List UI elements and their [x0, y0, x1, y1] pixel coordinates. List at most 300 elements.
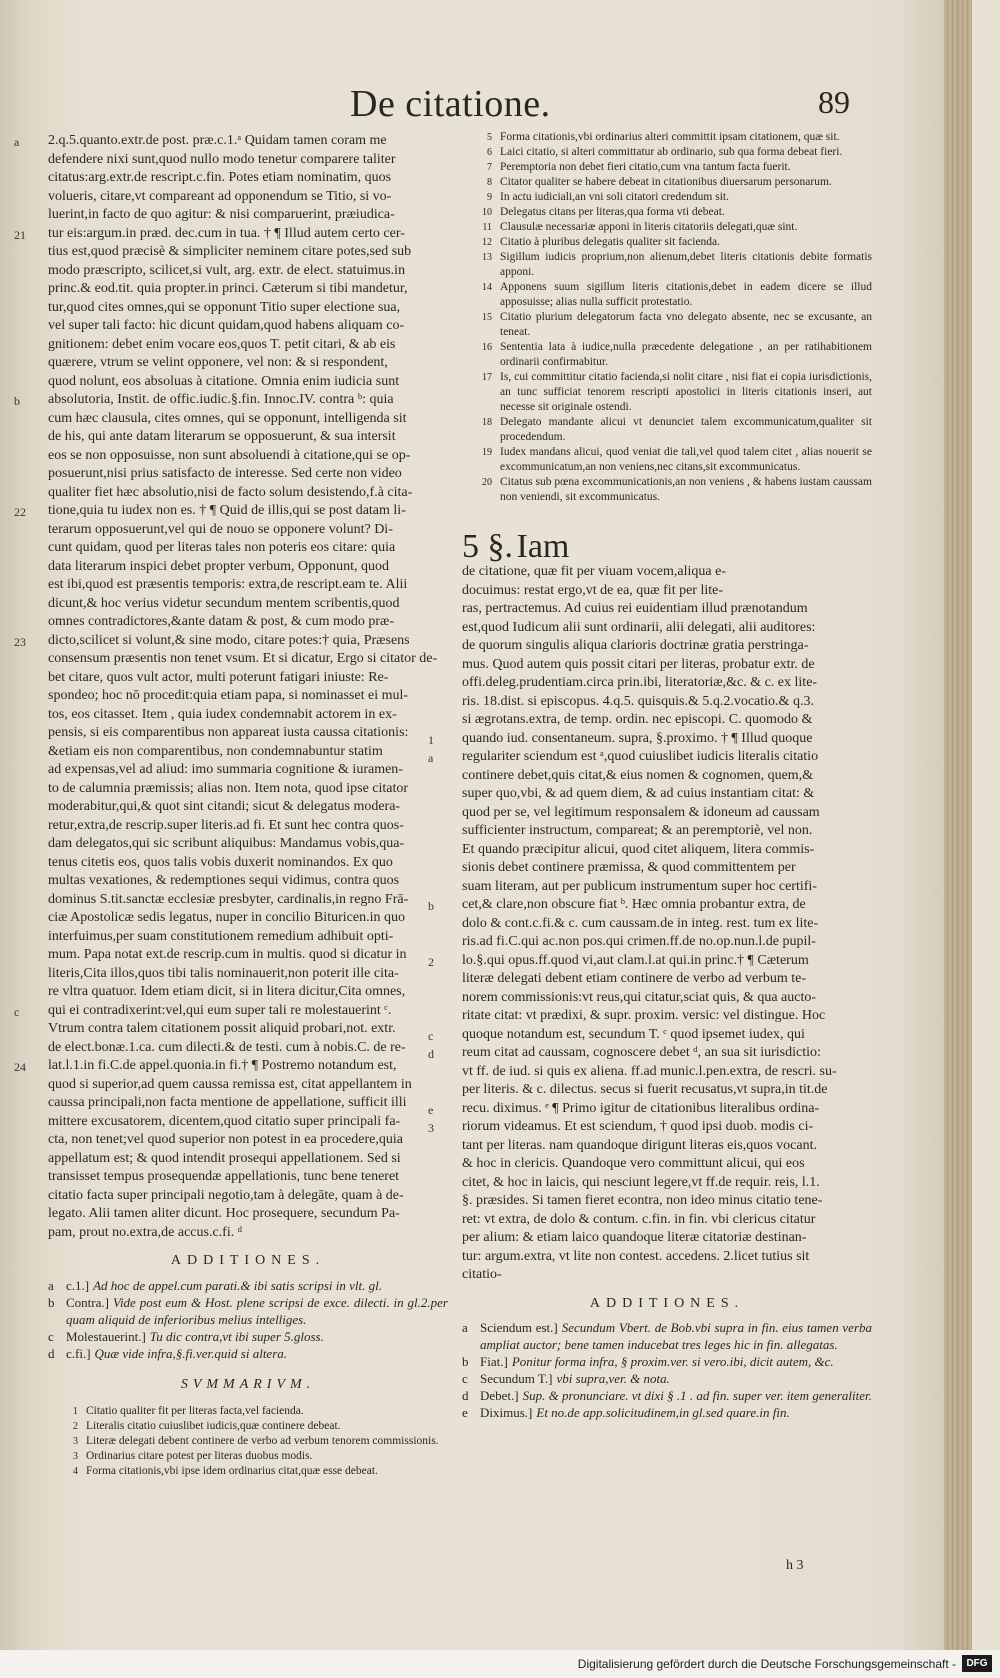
line-text: suam literam, aut per publicum instrumentum super hoc certifi- [462, 878, 817, 894]
text-line [48, 465, 448, 484]
text-line [462, 1155, 872, 1174]
summary-item [48, 1449, 448, 1464]
line-text: regulariter sciendum est ᵃ,quod cuiuslibet iudicis literalis citatio [462, 749, 819, 764]
line-text: recu. diximus. ᵉ ¶ Primo igitur de citationibus literalibus ordina- [462, 1100, 820, 1116]
text-line [462, 1174, 872, 1193]
addition-item [462, 1404, 872, 1421]
text-line [428, 1100, 872, 1119]
line-text: tenus citetis eos, quos talis vobis duxerit nominandos. Ex quo [48, 854, 393, 870]
text-line [48, 1224, 448, 1243]
summary-number: 19 [482, 447, 492, 458]
addition-item [48, 1294, 448, 1328]
line-text: omnes contradictores,&ante datam & post, & cum modo præ- [48, 614, 395, 629]
summary-item [462, 130, 872, 145]
text-line [48, 780, 448, 799]
text-line [48, 1150, 448, 1169]
summary-list-continued [462, 130, 872, 505]
line-text: spondeo; hoc nō procedit:quia etiam papa, si nominasset ei mul- [48, 688, 409, 703]
text-line [48, 280, 448, 299]
line-text: ris. 18.dist. si episcopus. 4.q.5. quisquis.& 5.q.2.vocatio.& q.3. [462, 693, 814, 709]
summary-text: Forma citationis,vbi ordinarius alteri committit ipsam citationem, quæ sit. [500, 131, 840, 143]
summary-number: 10 [482, 207, 492, 218]
addition-letter: a [48, 1277, 54, 1293]
margin-marker: b [14, 394, 20, 408]
text-line [48, 447, 448, 466]
text-line [48, 169, 448, 188]
text-line [14, 132, 448, 151]
summary-text: Literæ delegati debent continere de verbo ad verbum tenorem commissionis. [86, 1435, 439, 1447]
margin-marker: b [428, 899, 434, 913]
running-title: De citatione. [350, 83, 551, 125]
text-line [48, 613, 448, 632]
page-edge [944, 0, 972, 1650]
line-text: reum citat ad caussam, cognoscere debet ᵈ, an sua sit iurisdictio: [462, 1045, 821, 1060]
summary-item [462, 145, 872, 160]
summary-item [48, 1434, 448, 1449]
addition-text: Ad hoc de appel.cum parati.& ibi satis scripsi in vlt. gl. [93, 1277, 382, 1293]
line-text: consensum præsentis non tenet vsum. Et si dicatur, Ergo si citator de- [48, 651, 438, 666]
text-line [462, 693, 872, 712]
line-text: quod si superior,ad quem caussa remissa est, citat appellantem in [48, 1076, 412, 1092]
line-text: est,quod Iudicum alii sunt ordinarii, alii delegati, alii auditores: [462, 619, 816, 635]
addition-lemma: Diximus.] [480, 1405, 533, 1420]
addition-text: vbi supra,ver. & nota. [556, 1371, 670, 1386]
line-text: lat.l.1.in fi.C.de appel.quonia.in fi.† ¶ Postremo notandum est, [48, 1058, 397, 1073]
text-line [48, 909, 448, 928]
line-text: quando iud. consentaneum. supra, §.proximo. † ¶ Illud quoque [462, 730, 813, 746]
addition-item [48, 1328, 448, 1345]
text-line [428, 748, 872, 767]
summary-number: 11 [482, 222, 492, 233]
text-line [48, 946, 448, 965]
line-text: pensis, si eis comparentibus non appareat iusta caussa citationis: [48, 725, 409, 740]
margin-marker: e [428, 1102, 434, 1117]
summary-item [462, 190, 872, 205]
addition-letter: a [462, 1320, 468, 1335]
text-line [48, 354, 448, 373]
text-line [48, 706, 448, 725]
text-line [462, 970, 872, 989]
line-text: de citatione, quæ fit per viuam vocem,aliqua e- [462, 564, 726, 579]
margin-marker: a [428, 751, 434, 765]
line-text: literæ delegati debent etiam continere de verbo ad verbum te- [462, 971, 807, 986]
text-line [48, 983, 448, 1002]
text-line [48, 428, 448, 447]
summary-text: Peremptoria non debet fieri citatio,cum vna tantum facta fuerit. [500, 161, 791, 173]
summary-item [462, 235, 872, 250]
summary-number: 20 [482, 477, 492, 488]
summary-text: Apponens suum sigillum literis citationis,debet in eadem dicere se illud apposuisse; alias nulla sufficit protestatio. [500, 281, 872, 308]
margin-marker: 23 [14, 634, 26, 649]
summary-item [462, 445, 872, 475]
text-line [14, 632, 448, 651]
summary-number: 13 [482, 252, 492, 263]
addition-lemma: Sciendum est.] [480, 1320, 558, 1335]
summary-item [48, 1419, 448, 1434]
section-start [462, 528, 872, 565]
line-text: terarum opposuerunt,vel qui de nouo se opponere volunt? Di- [48, 521, 393, 537]
text-line [428, 730, 872, 749]
text-line [462, 989, 872, 1008]
addition-letter: d [462, 1388, 469, 1403]
summary-number: 5 [487, 132, 492, 143]
line-text: dicunt,& hoc verius videtur secundum mentem scribentis,quod [48, 595, 400, 611]
summary-title: SVMMARIVM. [180, 1376, 316, 1392]
line-text: per alium: & etiam laico quandoque literæ citatoriæ destinan- [462, 1230, 807, 1245]
summary-item [462, 475, 872, 505]
line-text: literis,Cita illos,quos tibi talis nominauerit,non poterit ille cita- [48, 965, 399, 981]
summary-item [462, 250, 872, 280]
line-text: tos, eos citasset. Item , quia iudex condemnabit actorem in ex- [48, 706, 397, 722]
text-line [462, 878, 872, 897]
text-line [48, 410, 448, 429]
summary-number: 9 [487, 192, 492, 203]
text-line [14, 1002, 448, 1021]
summary-number: 1 [73, 1406, 78, 1417]
line-text: vt ff. de iud. si quis ex aliena. ff.ad munic.l.pen.extra, de rescri. su- [462, 1063, 837, 1079]
text-line [48, 1168, 448, 1187]
line-text: cet,& clare,non obscure fiat ᵇ. Hæc omnia probantur extra, de [462, 897, 806, 912]
text-line [48, 798, 448, 817]
line-text: quærere, vtrum se velint opponere, vel non: & si respondent, [48, 355, 388, 370]
addition-lemma: Secundum T.] [480, 1371, 553, 1386]
right-column [428, 130, 873, 1421]
dfg-logo: DFG [962, 1655, 992, 1672]
summary-number: 8 [487, 177, 492, 188]
addition-text: Vide post eum & Host. plene scripsi de exce. dilecti. in gl.2.per quam aliquid de inferioribus melius intelliges. [66, 1294, 448, 1327]
text-line [428, 1118, 872, 1137]
text-line [48, 743, 448, 762]
line-text: princ.& eod.tit. quia propter.in princi. Cæterum si tibi mandetur, [48, 281, 408, 296]
text-line [48, 558, 448, 577]
text-line [462, 767, 872, 786]
line-text: ciæ Apostolicæ sedis legatus, nuper in concilio Bituricen.in quo [48, 910, 405, 925]
addition-item [48, 1345, 448, 1362]
addition-letter: e [462, 1405, 468, 1420]
line-text: cunt quidam, quod per literas tales non poteris eos citare: quia [48, 540, 396, 555]
line-text: de his, qui ante datam literarum se opposuerunt, & sua intersit [48, 429, 396, 444]
text-line [48, 817, 448, 836]
line-text: qualiter fiet hæc absolutio,nisi de facto solum desistendo,f.à cita- [48, 484, 413, 500]
left-text [14, 132, 448, 1242]
section-number: 5 §. [462, 528, 513, 565]
summary-item [48, 1404, 448, 1419]
text-line [462, 1007, 872, 1026]
line-text: re vltra quatuor. Idem etiam dicit, si in litera dicitur,Cita omnes, [48, 984, 406, 999]
line-text: volueris, citare,vt compareant ad opponendum se Titio, si vo- [48, 188, 392, 204]
text-line [48, 1039, 448, 1058]
summary-text: Laici citatio, si alteri committatur ab ordinario, sub qua forma debeat fieri. [500, 146, 843, 158]
text-line [462, 600, 872, 619]
text-line [48, 373, 448, 392]
line-text: vel super tali facto: hic dicunt quidam,quod habens aliquam co- [48, 318, 405, 333]
line-text: tant per literas. nam quandoque dirigunt literas eis,quos vocant. [462, 1137, 817, 1153]
text-line [428, 1044, 872, 1063]
text-line [48, 243, 448, 262]
line-text: luerint,in facto de quo agitur: & nisi comparuerint, præiudica- [48, 207, 395, 222]
line-text: lo.§.qui opus.ff.quod vi,aut clam.l.at qui.in princ.† ¶ Cæterum [462, 952, 809, 968]
line-text: moderabitur,qui,& quot sint citandi; sicut & delegatus modera- [48, 799, 401, 814]
line-text: tur eis:argum.in præd. dec.cum in tua. † ¶ Illud autem certo cer- [48, 225, 405, 241]
line-text: dolo & cont.c.fi.& c. cum caussam.de in integ. rest. tum ex lite- [462, 915, 819, 931]
left-additions-title: ADDITIONES. [170, 1253, 326, 1268]
text-line [48, 151, 448, 170]
text-line [48, 539, 448, 558]
text-line [48, 669, 448, 688]
summary-text: Is, cui committitur citatio facienda,si nolit citare , nisi fiat ei copia iurisdictionis, an tunc sufficiat tenorem rescripti apostolici in literis citationis inseri, aut necesse sit originale ostendi. [500, 371, 872, 413]
line-text: super quo,vbi, & ad quem diem, & ad cuius instantiam citat: & [462, 786, 815, 801]
summary-number: 3 [73, 1436, 78, 1447]
line-text: appellatum est; & quod intendit prosequi appellationem. Sed si [48, 1150, 401, 1166]
summary-text: Iudex mandans alicui, quod veniat die tali,vel quod talem citet , alias nouerit se excommunicatum,an non veniens,nec citans,sit excommunicatus. [500, 446, 872, 473]
text-line [48, 262, 448, 281]
text-line [48, 188, 448, 207]
line-text: sufficienter instructum, compareat; & an peremptoriè, vel non. [462, 823, 813, 838]
line-text: tur,quod cites omnes,qui se opponunt Titio super electione sua, [48, 299, 401, 315]
line-text: ras, pertractemus. Ad cuius rei euidentiam illud prænotandum [462, 601, 808, 616]
line-text: 2.q.5.quanto.extr.de post. præ.c.1.ᵃ Quidam tamen coram me [48, 133, 387, 148]
summary-item [462, 220, 872, 235]
summary-item [462, 160, 872, 175]
line-text: mittere excusatorem, dicentem,quod citatio super principali fa- [48, 1113, 401, 1129]
line-text: ritate citat: vt prædixi, & supr. proxim. versic: vel distingue. Hoc [462, 1008, 826, 1023]
line-text: ret: vt extra, de dolo & contum. c.fin. in fin. vbi clericus citatur [462, 1211, 816, 1227]
text-line [48, 1076, 448, 1095]
line-text: absolutoria, Instit. de offic.iudic.§.fin. Innoc.IV. contra ᵇ: quia [48, 392, 394, 407]
summary-item [462, 415, 872, 445]
line-text: quod per se, vel legitimum responsalem & idoneum ad caussam [462, 804, 820, 820]
text-line [48, 928, 448, 947]
line-text: offi.deleg.prudentiam.circa prin.ibi, literatoriæ,&c. & c. ex lite- [462, 675, 818, 690]
line-text: riorum videamus. Et est sciendum, † quod ipsi duob. modis ci- [462, 1119, 814, 1134]
summary-text: Literalis citatio cuiuslibet iudicis,quæ continere debeat. [86, 1420, 341, 1432]
text-line [14, 225, 448, 244]
addition-item [462, 1387, 872, 1404]
line-text: dam delegatos,qui sic scribunt aliquibus: Mandamus vobis,qua- [48, 836, 405, 851]
addition-lemma: Fiat.] [480, 1354, 508, 1369]
line-text: Vtrum contra talem citationem possit aliquid probari,not. extr. [48, 1021, 396, 1036]
text-line [462, 656, 872, 675]
summary-text: Citatus sub pœna excommunicationis,an non veniens , & habens iustam caussam non veniendi, sit excommunicatus. [500, 476, 872, 503]
text-line [48, 595, 448, 614]
line-text: ad expensas,vel ad aliud: imo summaria cognitione & iuramen- [48, 762, 403, 777]
line-text: transisset tempus prosequendæ appellationis, tunc bene teneret [48, 1169, 400, 1184]
line-text: per literis. & c. dilectus. secus si fuerit recusatus,vt supra,in tit.de [462, 1082, 828, 1097]
line-text: mus. Quod autem quis possit citari per literas, probatur extr. de [462, 656, 815, 672]
summary-number: 14 [482, 282, 492, 293]
text-line [428, 952, 872, 971]
summary-item [462, 280, 872, 310]
text-line [48, 854, 448, 873]
line-text: to de calumnia præmissis; alias non. Item nota, quod ipse citator [48, 780, 409, 796]
text-line [48, 576, 448, 595]
text-line [48, 484, 448, 503]
line-text: norem commissionis:vt reus,qui citatur,sciat quis, & qua aucto- [462, 989, 817, 1005]
line-text: retur,extra,de rescrip.super literis.ad fi. Et sunt hec contra quos- [48, 817, 404, 833]
summary-text: Clausulæ necessariæ apponi in literis citatoriis delegati,quæ sint. [500, 221, 798, 233]
line-text: defendere nixi sunt,quod nullo modo tenetur comparere taliter [48, 151, 396, 167]
line-text: citet, & hoc in laicis, qui nesciunt legere,vt ff.de requir. reis, l.1. [462, 1174, 820, 1190]
summary-text: Citatio qualiter fit per literas facta,vel facienda. [86, 1405, 304, 1417]
text-line [462, 1248, 872, 1267]
text-line [48, 872, 448, 891]
text-line [428, 896, 872, 915]
text-line [48, 1205, 448, 1224]
summary-number: 3 [73, 1451, 78, 1462]
summary-number: 6 [487, 147, 492, 158]
summary-text: Delegato mandante alicui vt denunciet talem excommunicatum,qualiter sit procedendum. [500, 416, 872, 443]
summary-text: Citator qualiter se habere debeat in citationibus diuersarum personarum. [500, 176, 832, 188]
left-column [14, 132, 448, 1479]
summary-number: 4 [73, 1466, 78, 1477]
line-text: tur: argum.extra, vt lite non contest. accedens. 2.licet tutius sit [462, 1248, 810, 1264]
margin-marker: 3 [428, 1121, 434, 1135]
addition-lemma: c.fi.] [66, 1345, 91, 1361]
line-text: cum hæc clausula, cites omnes, qui se opponunt, intelligenda sit [48, 410, 407, 426]
left-additions [48, 1277, 448, 1362]
line-text: dicto,scilicet si volunt,& sine modo, citare potes:† quia, Præsens [48, 632, 410, 648]
addition-text: Et no.de app.solicitudinem,in gl.sed quare.in fin. [536, 1405, 790, 1420]
addition-item [48, 1277, 448, 1294]
text-line [462, 841, 872, 860]
summary-item [462, 370, 872, 415]
text-line [48, 317, 448, 336]
text-line [48, 299, 448, 318]
line-text: mum. Papa notat ext.de rescrip.cum in multis. quod si dicatur in [48, 947, 407, 962]
summary-number: 15 [482, 312, 492, 323]
text-line [462, 804, 872, 823]
text-line [48, 650, 448, 669]
summary-item [462, 205, 872, 220]
text-line [462, 1211, 872, 1230]
summary-text: In actu iudiciali,an vni soli citatori credendum sit. [500, 191, 729, 203]
line-text: quod nolunt, eos absoluas à citatione. Omnia enim iudicia sunt [48, 373, 400, 389]
line-text: &etiam eis non comparentibus, non condemnabuntur statim [48, 743, 383, 759]
text-line [462, 933, 872, 952]
margin-marker: 22 [14, 505, 26, 519]
text-line [462, 915, 872, 934]
line-text: gnitionem: debet enim vocare eos,quos T. petit citari, & ab eis [48, 336, 396, 352]
text-line [462, 637, 872, 656]
text-line [462, 1229, 872, 1248]
addition-letter: d [48, 1345, 55, 1361]
text-line [462, 1063, 872, 1082]
summary-text: Ordinarius citare potest per literas duobus modis. [86, 1450, 313, 1462]
text-line [428, 1026, 872, 1045]
line-text: citatio facta super principali negotio,tam à delegāte, quam à de- [48, 1187, 404, 1203]
addition-letter: c [462, 1371, 468, 1386]
line-text: ris.ad fi.C.qui ac.non pos.qui crimen.ff.de no.op.nun.l.de pupil- [462, 934, 816, 949]
line-text: modo præscripto, scilicet,si vult, arg. extr. de elect. statuimus.in [48, 262, 406, 278]
margin-marker: 1 [428, 732, 434, 747]
footer-bar [0, 1650, 1000, 1678]
line-text: citatio- [462, 1267, 502, 1282]
line-text: continere debet,quis citat,& eius nomen & cognomen, quem,& [462, 767, 814, 783]
line-text: data literarum inspici debet propter verbum, Opponunt, quod [48, 558, 389, 574]
line-text: §. præsides. Si tamen fieret econtra, non ideo minus citatio tene- [462, 1193, 823, 1208]
margin-marker: c [428, 1028, 434, 1043]
addition-lemma: c.1.] [66, 1277, 90, 1293]
line-text: dominus S.tit.sanctæ ecclesiæ presbyter, cardinalis,in regno Frā- [48, 891, 409, 907]
line-text: qui ei contradixerint:vel,qui eum super tali re molestauerint ᶜ. [48, 1002, 392, 1018]
text-line [48, 891, 448, 910]
text-line [462, 785, 872, 804]
text-line [48, 1020, 448, 1039]
line-text: posuerunt,nisi prius satisfacto de interesse. Sed certe non video [48, 466, 402, 481]
addition-text: Ponitur forma infra, § proxim.ver. si vero.ibi, dicit autem, &c. [511, 1354, 834, 1369]
summary-number: 16 [482, 342, 492, 353]
text-line [462, 711, 872, 730]
summary-text: Delegatus citans per literas,qua forma vti debeat. [500, 206, 725, 218]
addition-text: Sup. & pronunciare. vt dixi § .1 . ad fin. super ver. item generaliter. [522, 1388, 872, 1403]
text-line [14, 1057, 448, 1076]
line-text: est ibi,quod est præsentis temporis: extra,de rescript.eam te. Alii [48, 577, 408, 592]
text-line [462, 859, 872, 878]
text-line [462, 1081, 872, 1100]
line-text: pam, prout no.extra,de accus.c.fi. ᵈ [48, 1224, 243, 1240]
line-text: quoque notandum est, secundum T. ᶜ quod ipsemet iudex, qui [462, 1026, 805, 1042]
text-line [462, 822, 872, 841]
summary-text: Sententia lata à iudice,nulla præcedente delegatione , an per ratihabitionem ordinarii confirmabitur. [500, 341, 872, 368]
summary-item [462, 310, 872, 340]
line-text: Et quando præcipitur alicui, quod citet aliquem, litera commis- [462, 841, 815, 857]
summary-text: Citatio plurium delegatorum facta vno delegato absente, nec se excusante, an teneat. [500, 311, 872, 338]
footer-credit: Digitalisierung gefördert durch die Deutsche Forschungsgemeinschaft - [577, 1657, 956, 1671]
text-line [462, 674, 872, 693]
text-line [462, 619, 872, 638]
section-initial: Iam [516, 528, 570, 565]
line-text: & hoc in clericis. Quandoque vero committunt alicui, qui eos [462, 1156, 805, 1171]
margin-marker: 2 [428, 954, 434, 969]
text-line [48, 965, 448, 984]
right-additions [462, 1319, 872, 1421]
summary-item [462, 340, 872, 370]
text-line [48, 1113, 448, 1132]
right-additions-title: ADDITIONES. [589, 1295, 745, 1311]
text-line [14, 391, 448, 410]
line-text: de elect.bonæ.1.ca. cum dilecti.& de testi. cum à nobis.C. de re- [48, 1039, 406, 1055]
text-line [462, 563, 872, 582]
addition-item [462, 1319, 872, 1353]
addition-text: Quæ vide infra,§.fi.ver.quid si altera. [94, 1345, 288, 1361]
text-line [14, 502, 448, 521]
text-line [48, 521, 448, 540]
summary-text: Sigillum iudicis proprium,non alienum,debet literis citationis debite formatis apponi. [500, 251, 872, 278]
margin-marker: a [14, 135, 20, 149]
signature-mark: h 3 [786, 1558, 804, 1573]
line-text: caussa principali,non facta mentione de appellatione, sufficit illi [48, 1095, 407, 1110]
line-text: interfuimus,per suam constitutionem remedium adhibuit opti- [48, 928, 394, 944]
line-text: bet citare, quos vult actor, multi poterunt fatigari iniuste: Re- [48, 669, 389, 685]
text-line [48, 724, 448, 743]
addition-lemma: Debet.] [480, 1388, 519, 1403]
text-line [48, 336, 448, 355]
summary-text: Forma citationis,vbi ipse idem ordinarius citat,quæ esse debeat. [86, 1465, 378, 1477]
margin-marker: 24 [14, 1060, 26, 1074]
summary-list [48, 1404, 448, 1479]
margin-marker: c [14, 1004, 20, 1019]
addition-letter: c [48, 1328, 54, 1344]
addition-lemma: Molestauerint.] [66, 1328, 146, 1344]
margin-marker: 21 [14, 227, 26, 242]
addition-letter: b [48, 1294, 55, 1310]
text-line [462, 1266, 872, 1285]
summary-number: 17 [482, 372, 492, 383]
addition-text: Secundum Vbert. de Bob.vbi supra in fin. eius tamen verba ampliat auctor; bene tamen inducebat tres leges hic in fin. allegatas. [480, 1320, 873, 1352]
margin-marker: d [428, 1047, 434, 1061]
text-line [462, 1137, 872, 1156]
text-line [462, 1192, 872, 1211]
